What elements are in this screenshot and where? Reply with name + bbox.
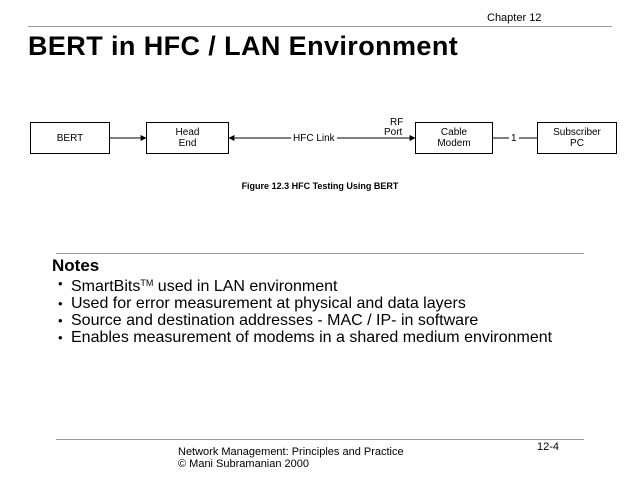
subscriber-pc-label-2: PC [570, 138, 584, 149]
bullet-icon: • [58, 276, 63, 291]
notes-list [58, 275, 618, 346]
bullet-icon: • [58, 296, 63, 311]
note-3-text: Source and destination addresses - MAC / IP- in software [71, 312, 479, 329]
note-2-text: Used for error measurement at physical and data layers [71, 295, 466, 312]
bullet-icon: • [58, 313, 63, 328]
footer-rule [56, 439, 584, 440]
notes-rule [56, 253, 584, 254]
rf-port-label-1: RF [390, 117, 404, 128]
hfc-link-label: HFC Link [293, 133, 335, 144]
head-end-label-1: Head [175, 127, 200, 138]
chapter-label: Chapter 12 [487, 12, 542, 24]
list-item [58, 329, 618, 346]
cable-modem-label-1: Cable [440, 127, 468, 138]
head-end-box [146, 122, 229, 154]
head-end-label-2: End [178, 138, 197, 149]
copyright: © Mani Subramanian 2000 [178, 458, 310, 470]
bert-box [30, 122, 110, 154]
note-1-text: SmartBits [71, 278, 141, 295]
cable-modem-label-2: Modem [437, 138, 471, 149]
notes-heading: Notes [52, 256, 100, 275]
trademark-mark: TM [140, 278, 154, 288]
footer-text [178, 446, 404, 470]
list-item [58, 295, 618, 312]
book-title: Network Management: Principles and Practice [178, 446, 404, 458]
list-item [58, 312, 618, 329]
note-4-text: Enables measurement of modems in a shared medium environment [71, 329, 553, 346]
list-item [58, 275, 618, 295]
note-1-rest: used in LAN environment [153, 278, 338, 295]
cable-modem-box [415, 122, 493, 154]
link-number-label: 1 [511, 133, 517, 144]
slide-title: BERT in HFC / LAN Environment [28, 31, 459, 61]
subscriber-pc-label-1: Subscriber [553, 127, 601, 138]
bert-box-label: BERT [56, 132, 84, 144]
subscriber-pc-box [537, 122, 617, 154]
figure-caption: Figure 12.3 HFC Testing Using BERT [241, 181, 399, 191]
bullet-icon: • [58, 330, 63, 345]
page-number: 12-4 [537, 441, 560, 453]
hfc-diagram [0, 100, 640, 170]
header-rule [28, 26, 612, 27]
rf-port-label-2: Port [384, 127, 403, 138]
